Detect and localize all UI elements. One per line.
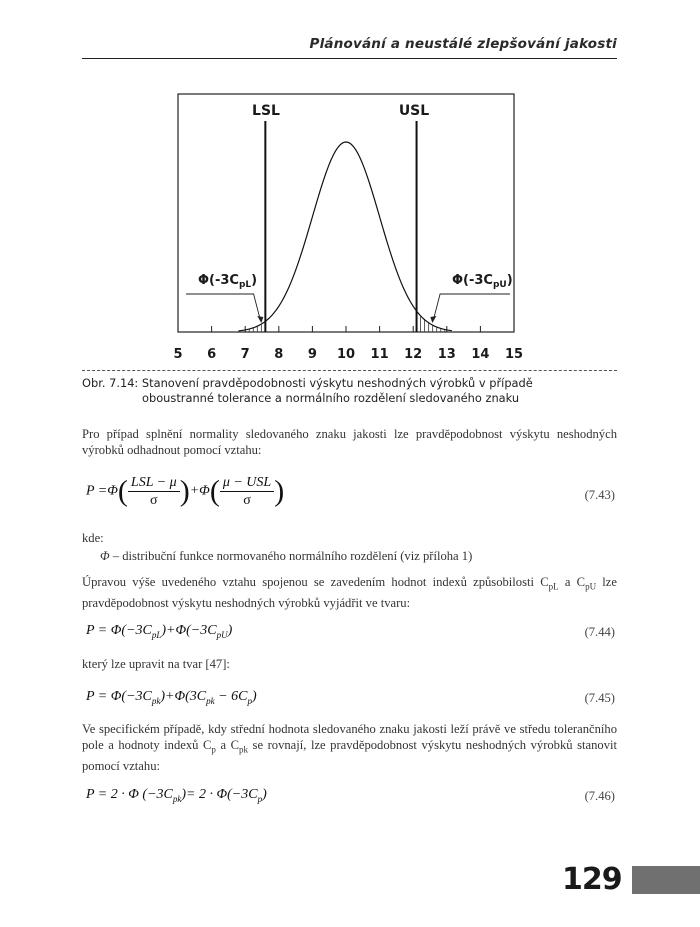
equation-7-45: $P = \Phi(-3C_{pk})+\Phi(3C_{pk} - 6C_p)$ (7.45) [86, 689, 615, 706]
right-annotation-leader [433, 294, 510, 320]
x-tick-label: 15 [504, 347, 524, 362]
figure-caption [82, 376, 617, 406]
caption-line-1: Obr. 7.14: Stanovení pravděpodobnosti výskytu neshodných výrobků v případě [82, 376, 533, 390]
paragraph-4: Ve specifickém případě, kdy střední hodnota sledovaného znaku jakosti leží právě ve středu tolerančního pole a hodnoty indexů $C_p$ a $C_{pk}$ se rovnají, lze pravděpodobnost výskytu neshodných výrobků stanovit pomocí vztahu: [82, 722, 618, 773]
x-tick-label: 13 [437, 347, 456, 362]
kde-item: Φ – distribuční funkce normovaného normálního rozdělení (viz příloha 1) [100, 549, 473, 563]
equation-7-44: $P = \Phi(-3C_{pL})+\Phi(-3C_{pU})$ (7.44) [86, 623, 615, 640]
usl-label: USL [398, 103, 430, 119]
right-annotation: $\Phi(-3C_{pU})$ [452, 273, 513, 290]
left-annotation: $\Phi(-3C_{pL})$ [198, 273, 258, 290]
equation-number: (7.46) [584, 789, 615, 803]
x-tick-label: 6 [207, 347, 217, 362]
paragraph-3: který lze upravit na tvar [47]: [82, 657, 230, 671]
x-tick-label: 11 [370, 347, 389, 362]
distribution-chart-svg [170, 92, 522, 362]
header-title: Plánování a neustálé zlepšování jakosti [309, 36, 617, 52]
equation-number: (7.44) [584, 625, 615, 639]
page-number: 129 [562, 862, 622, 897]
equation-number: (7.43) [584, 488, 615, 502]
caption-separator [82, 370, 617, 371]
paragraph-2: Úpravou výše uvedeného vztahu spojenou se zavedením hodnot indexů způsobilosti $C_{pL}$ a $C_{pU}$ lze pravděpodobnost výskytu neshodných výrobků vyjádřit ve tvaru: [82, 575, 617, 610]
equation-7-43: P =Φ( $\frac{\text{LSL − μ}}{\sigma}$ )+Φ( $\frac{\text{μ − USL}}{\sigma}$ ) (7.43) [86, 474, 615, 508]
x-tick-label: 14 [471, 347, 490, 362]
running-header [82, 34, 617, 59]
equation-number: (7.45) [584, 691, 615, 705]
normal-distribution-figure [170, 92, 522, 362]
x-tick-label: 12 [404, 347, 423, 362]
right-annotation-arrow [430, 316, 436, 323]
x-tick-label: 8 [274, 347, 284, 362]
x-tick-label: 7 [240, 347, 250, 362]
paragraph-1: Pro případ splnění normality sledovaného znaku jakosti lze pravděpodobnost výskytu neshodných výrobků odhadnout pomocí vztahu: [82, 427, 617, 457]
lsl-label: LSL [252, 103, 280, 119]
left-annotation-leader [186, 294, 260, 320]
kde-label: kde: [82, 531, 104, 545]
x-tick-label: 5 [173, 347, 183, 362]
x-tick-label: 9 [307, 347, 317, 362]
caption-line-2: oboustranné tolerance a normálního rozdělení sledovaného znaku [142, 391, 520, 405]
x-tick-label: 10 [336, 347, 356, 362]
normal-curve [238, 142, 451, 331]
equation-7-46: P = 2 · Φ $(-3C_{pk})= 2 \cdot \Phi(-3C_p)$ (7.46) [86, 787, 615, 804]
page-edge-tab [632, 866, 700, 894]
left-annotation-arrow [257, 316, 263, 323]
plot-frame [178, 94, 514, 332]
